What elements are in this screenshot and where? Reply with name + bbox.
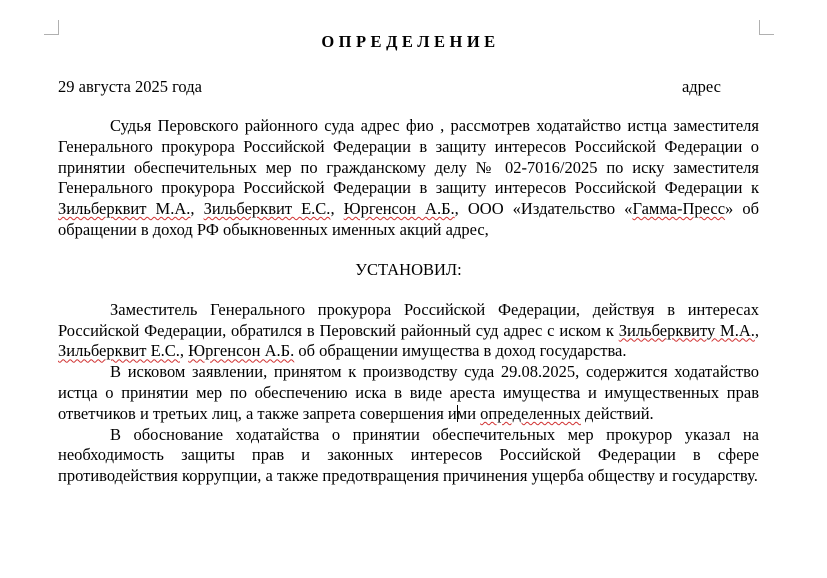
margin-corner-top-right [759,20,774,35]
document-body[interactable] [58,32,759,487]
spellcheck-name-1: Зильберквит М.А. [58,199,191,219]
document-date: 29 августа 2025 года [58,77,202,96]
spellcheck-p1-name-2: Зильберквит Е.С. [58,341,180,361]
spellcheck-name-4: Гамма-Пресс [632,199,726,219]
spellcheck-p2-word: определенных [480,403,581,423]
p1-text-1: Заместитель Генерального прокурора Российской Федерации, действуя в интересах Российской Федерации, обратился в Перовский районный суд адрес с иском к [58,299,759,340]
date-place-line [58,77,759,98]
spellcheck-p1-name-1: Зильберквиту М.А. [618,320,755,340]
p1-text-3: , [179,341,189,361]
p1-text-4: об обращении имущества в доход государства. [294,341,627,361]
intro-text-4: , ООО «Издательство « [454,199,633,219]
paragraph-3[interactable] [58,425,759,487]
paragraph-2[interactable] [58,362,759,424]
paragraph-1[interactable] [58,300,759,362]
document-place: адрес [681,77,721,96]
spellcheck-p1-name-3: Юргенсон А.Б. [188,341,295,361]
p2-text-1: В исковом заявлении, принятом к производству суда 29.08.2025, содержится ходатайство истца о принятии мер по обеспечению иска в виде ареста имущества и имущественных прав ответчиков и третьих лиц, а также запрета совершения и [58,362,759,423]
intro-paragraph[interactable] [58,116,759,241]
section-heading-established: УСТАНОВИЛ: [355,259,462,279]
spellcheck-name-3: Юргенсон А.Б. [343,199,455,219]
p3-text-1: В обоснование ходатайства о принятии обеспечительных мер прокурор указал на необходимость защиты прав и законных интересов Российской Федерации в сфере противодействия коррупции, а также предотвращения причинения ущерба обществу и государству. [58,424,759,486]
p2-text-2: ми [456,403,481,423]
p1-text-2: , [754,320,759,340]
intro-text-1: Судья Перовского районного суда адрес фио , рассмотрев ходатайство истца заместителя Генерального прокурора Российской Федерации в защиту интересов Российской Федерации о принятии обеспечительных мер по гражданскому делу № 02-7016/2025 по иску заместителя Генерального прокурора Российской Федерации в защиту интересов Российской Федерации к [58,116,759,198]
intro-text-2: , [190,199,204,219]
margin-corner-top-left [44,20,59,35]
intro-text-5: » об обращении в доход РФ обыкновенных именных акций адрес, [58,199,759,239]
p2-text-3: действий. [580,403,654,423]
document-title: ОПРЕДЕЛЕНИЕ [321,32,500,51]
intro-text-3: , [330,199,344,219]
spellcheck-name-2: Зильберквит Е.С. [203,199,331,219]
